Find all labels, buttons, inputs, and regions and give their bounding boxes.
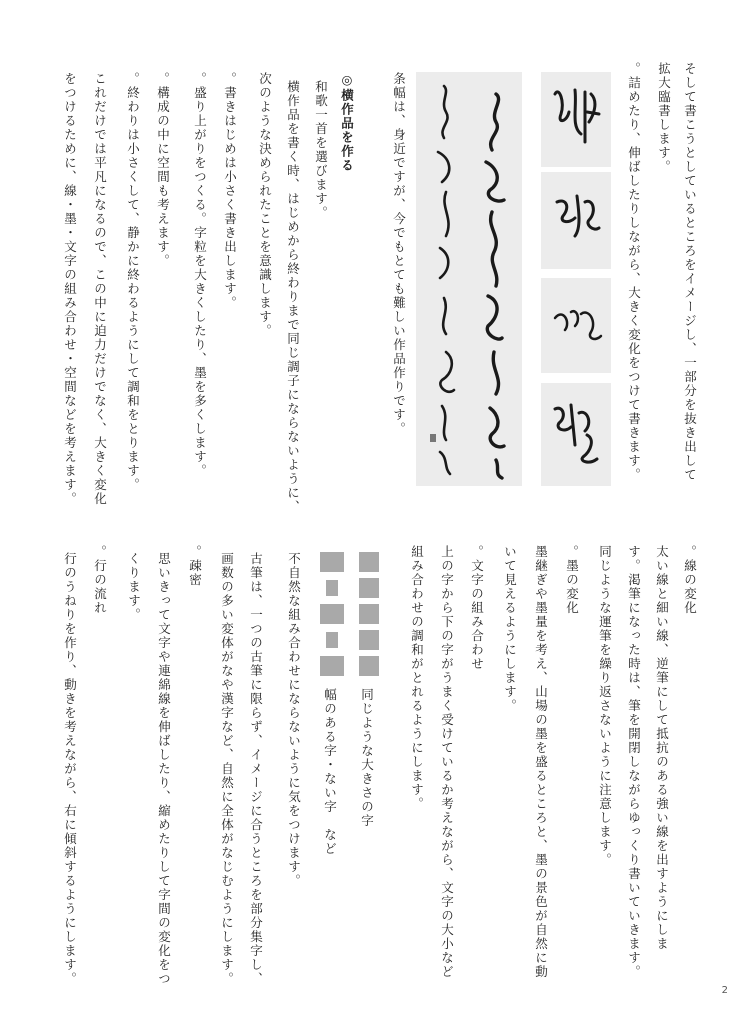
bottom-line-10: 組み合わせの調和がとれるようにします。	[409, 545, 425, 811]
body-line-4: 。書きはじめは小さく書き出します。	[222, 72, 238, 310]
bottom-line-7: いて見えるようにします。	[502, 545, 518, 713]
body-line-3: 次のような決められたことを意識します。	[257, 72, 273, 338]
calligraphy-stroke-3	[541, 278, 611, 373]
bottom-line-13: 画数の多い変体がなや漢字など、自然に全体がなじむようにします。	[219, 552, 235, 986]
body-line-8: これだけでは平凡になるので、この中に迫力だけでなく、大きく変化	[92, 72, 108, 506]
bottom-line-15: 思いきって文字や連綿線を伸ばしたり、縮めたりして字間の変化をつ	[156, 552, 172, 986]
bottom-line-18: 行のうねりを作り、動きを考えながら、右に傾斜するようにします。	[62, 552, 78, 986]
example-square	[359, 604, 379, 624]
bottom-line-16: くります。	[126, 552, 142, 622]
calligraphy-scroll	[416, 72, 522, 486]
practice-panel-3	[541, 278, 611, 373]
intro-line-2: 拡大臨書します。	[656, 62, 672, 174]
bottom-line-17: 。行の流れ	[92, 545, 108, 615]
example-square-narrow	[326, 632, 338, 648]
scroll-caption: 条幅は、身近ですが、今でもとても難しい作品作りです。	[391, 72, 407, 436]
example-square-wide	[320, 604, 344, 624]
practice-panel-2	[541, 172, 611, 269]
calligraphy-stroke-1	[541, 72, 611, 167]
bottom-line-14: 。疎密	[187, 545, 203, 587]
bottom-line-1: 。線の変化	[682, 545, 698, 615]
example-square	[359, 552, 379, 572]
calligraphy-stroke-2	[541, 172, 611, 269]
bottom-line-3: す。渇筆になった時は、筆を開閉しながらゆっくり書いていきます。	[626, 545, 642, 979]
bottom-line-8: 。文字の組み合わせ	[469, 545, 485, 671]
calligraphy-stroke-4	[541, 383, 611, 486]
body-line-7: 。終わりは小さくして、静かに終わるようにして調和をとります。	[125, 72, 141, 492]
body-line-5: 。盛り上がりをつくる。字粒を大きくしたり、墨を多くします。	[192, 72, 208, 478]
section-heading: ◎横作品を作る	[339, 72, 355, 173]
intro-line-1: そして書こうとしているところをイメージし、一部分を抜き出して	[682, 62, 698, 482]
example-square-wide	[320, 552, 344, 572]
example-square-narrow	[326, 580, 338, 596]
bullet-line: 。詰めたり、伸ばしたりしながら、大きく変化をつけて書きます。	[626, 62, 642, 482]
bottom-line-6: 墨継ぎや墨量を考え、山場の墨を盛るところと、墨の景色が自然に動	[533, 545, 549, 979]
square-label-same-size: 同じような大きさの字	[359, 688, 375, 828]
scroll-artwork-panel	[416, 72, 522, 486]
example-square	[359, 656, 379, 676]
example-square-wide	[320, 656, 344, 676]
body-line-1: 和歌一首を選びます。	[313, 80, 329, 220]
square-label-width: 幅のある字・ない字 など	[322, 688, 338, 856]
bottom-line-11: 不自然な組み合わせにならないように気をつけます。	[286, 552, 302, 888]
example-square	[359, 630, 379, 650]
practice-panel-4	[541, 383, 611, 486]
page-number: 2	[721, 985, 728, 996]
bottom-line-12: 古筆は、一つの古筆に限らず、イメージに合うところを部分集字し、	[248, 552, 264, 986]
bottom-line-2: 太い線と細い線、逆筆にして抵抗のある強い線を出すようにしま	[654, 545, 670, 951]
body-line-6: 。構成の中に空間も考えます。	[155, 72, 171, 268]
body-line-2: 横作品を書く時、はじめから終わりまで同じ調子にならないように、	[285, 80, 301, 514]
bottom-line-5: 。墨の変化	[564, 545, 580, 615]
practice-panel-1	[541, 72, 611, 167]
example-square	[359, 578, 379, 598]
body-line-9: をつけるために、線・墨・文字の組み合わせ・空間などを考えます。	[62, 72, 78, 506]
bottom-line-4: 同じような運筆を繰り返さないように注意します。	[597, 545, 613, 867]
bottom-line-9: 上の字から下の字がうまく受けているか考えながら、文字の大小など	[439, 545, 455, 979]
